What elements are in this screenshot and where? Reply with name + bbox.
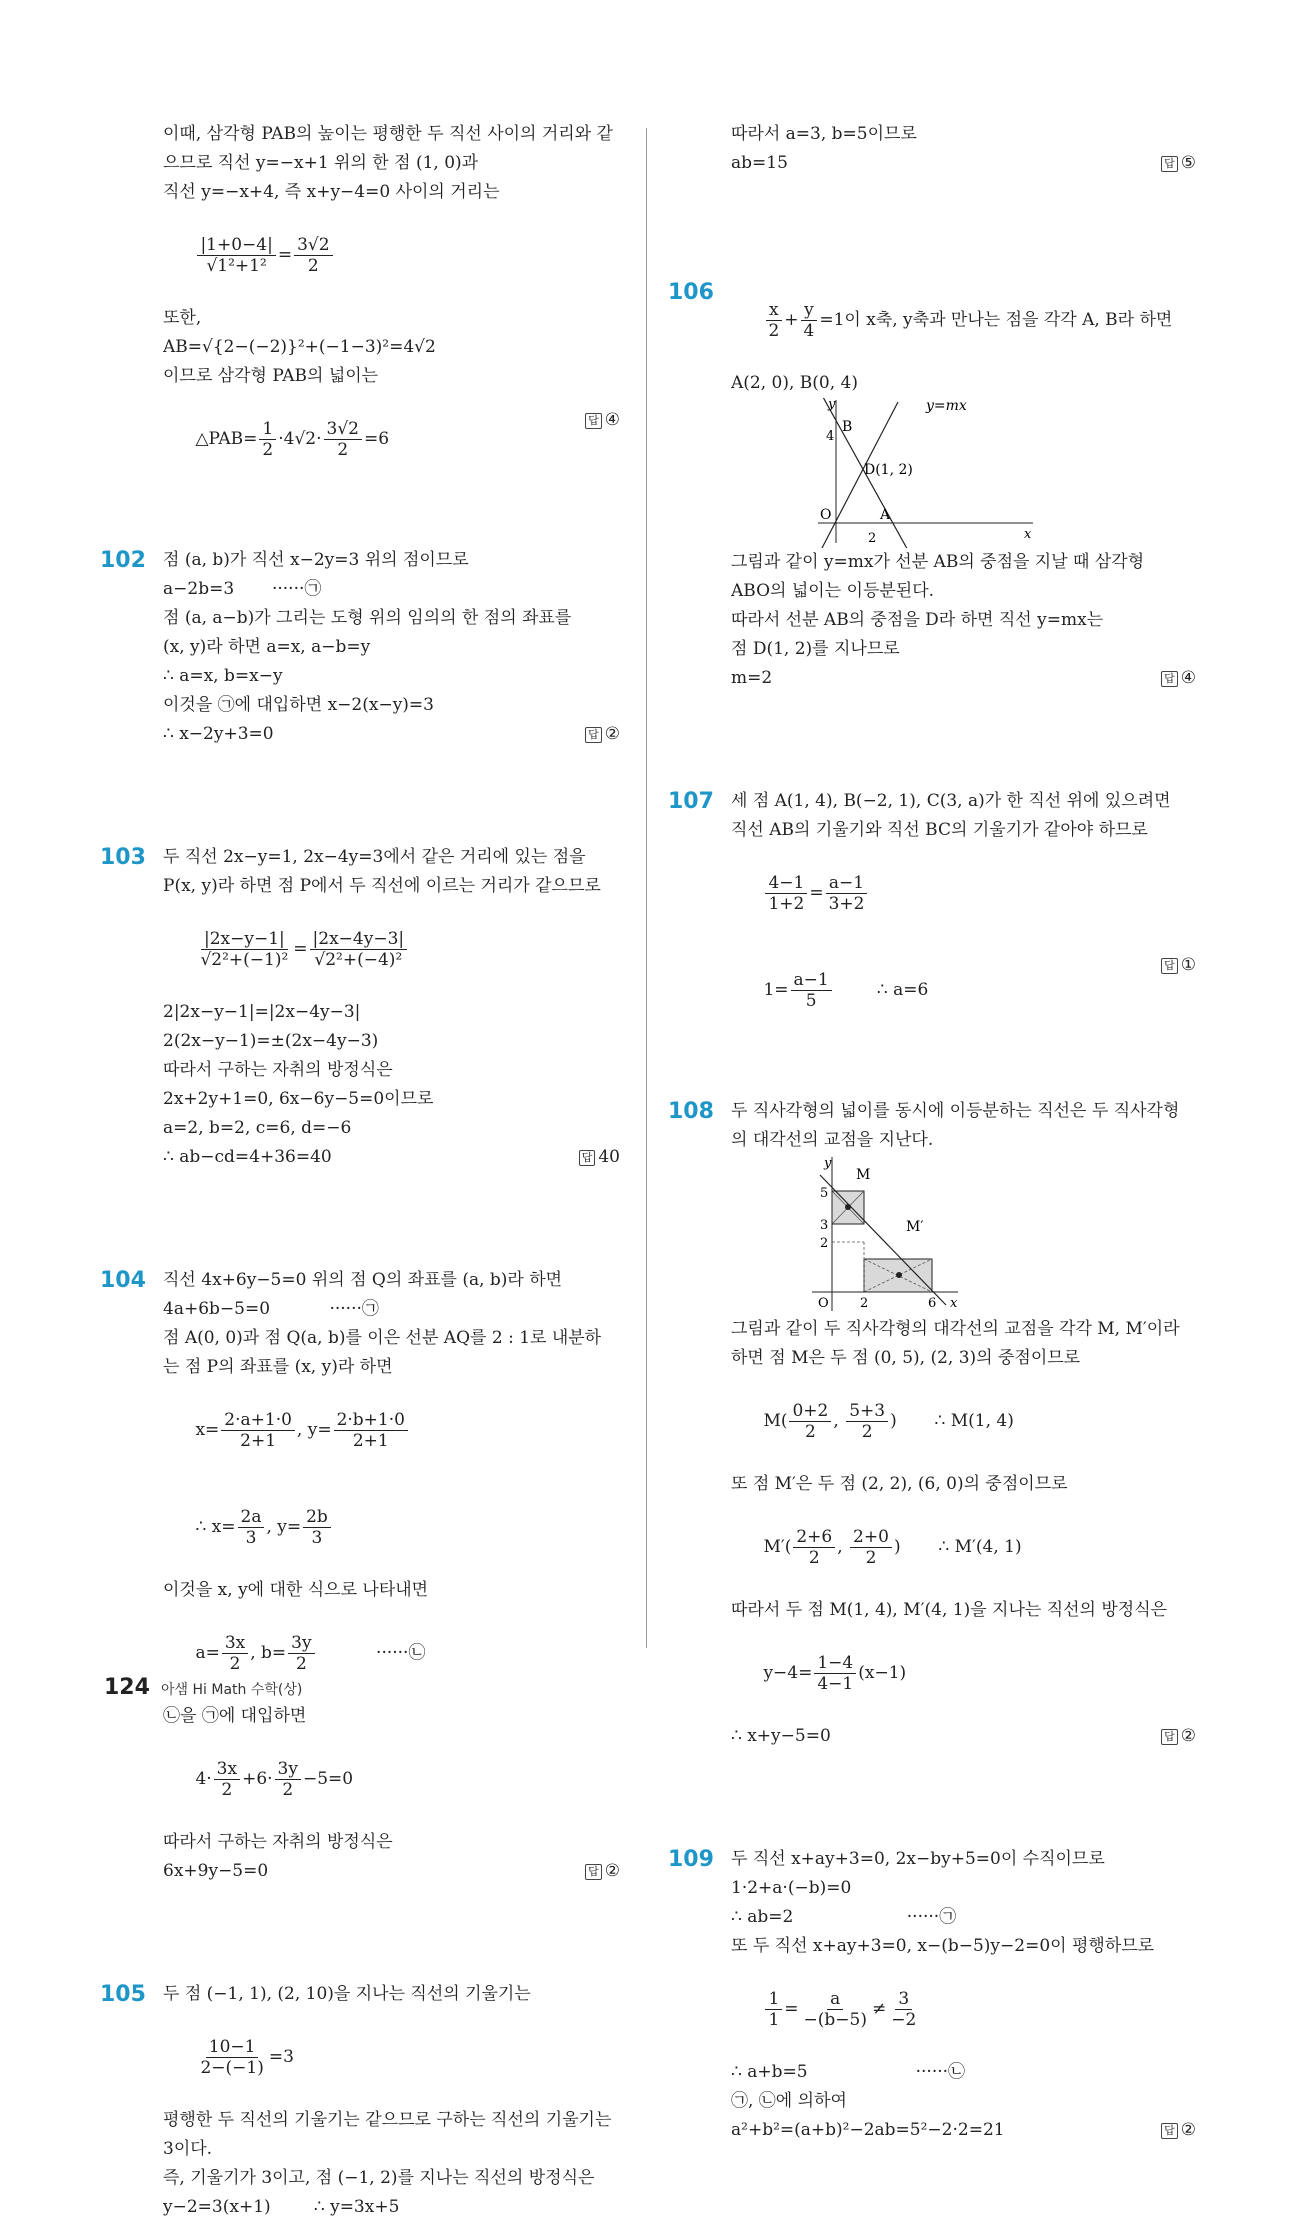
text-line: ∴ a+b=5 ······㉡ — [731, 2062, 966, 2082]
text-line: a=2, b=2, c=6, d=−6 — [163, 1118, 352, 1138]
problem-105-continued — [668, 120, 1196, 236]
text-line: 두 점 (−1, 1), (2, 10)을 지나는 직선의 기울기는 — [163, 1984, 531, 2004]
problem-105 — [100, 1980, 620, 2222]
svg-text:M′: M′ — [906, 1219, 924, 1235]
text-line: 3이다. — [163, 2139, 213, 2159]
text-line: 따라서 a=3, b=5이므로 — [731, 124, 917, 144]
svg-text:2: 2 — [820, 1236, 829, 1251]
answer-marker: 답 ⑤ — [1161, 149, 1196, 178]
text-line: A(2, 0), B(0, 4) — [731, 373, 858, 393]
problem-number: 109 — [668, 1847, 714, 1872]
answer-marker: 답 ② — [1161, 2116, 1196, 2145]
text-line: 따라서 선분 AB의 중점을 D라 하면 직선 y=mx는 — [731, 610, 1104, 630]
formula-line: $\frac{1}{1}$ = $\frac{a}{-(b-5)}$ ≠ $\frac{3}{-2}$ — [668, 1961, 1196, 2058]
formula-line: M′( $\frac{2+6}{2}$ , $\frac{2+0}{2}$ ) ∴ M′(4, 1) — [763, 1527, 1022, 1568]
text-line: 4a+6b−5=0 ······㉠ — [163, 1299, 379, 1319]
problem-108 — [668, 1097, 1196, 1809]
text-line: m=2 답 ④ — [668, 664, 1196, 751]
svg-text:3: 3 — [820, 1218, 829, 1233]
text-line: P(x, y)라 하면 점 P에서 두 직선에 이르는 거리가 같으므로 — [163, 876, 601, 896]
fraction: $\frac{3√2}{2}$ — [294, 235, 332, 276]
svg-text:A: A — [880, 507, 891, 523]
formula-line: $\frac{|1+0-4|}{\text{√1²+1²}}$ = $\frac{3√2}{2}$ — [100, 207, 620, 304]
book-title: 아샘 Hi Math 수학(상) — [161, 1682, 303, 1698]
svg-text:6: 6 — [928, 1296, 937, 1311]
formula-line: x= $\frac{2\cdot a+1\cdot 0}{2+1}$ , y= $\frac{2\cdot b+1\cdot 0}{2+1}$ — [100, 1382, 620, 1479]
fraction: $\frac{|1+0-4|}{\text{√1²+1²}}$ — [197, 235, 275, 276]
right-column — [668, 120, 1196, 2203]
answer-marker: 답 ① — [1161, 954, 1196, 976]
problem-number: 107 — [668, 789, 714, 814]
formula-line: $\frac{4-1}{1+2}$ = $\frac{a-1}{3+2}$ — [668, 845, 1196, 942]
answer-marker: 답 ④ — [585, 409, 620, 431]
text-line: 의 대각선의 교점을 지난다. — [731, 1130, 934, 1150]
text-line: 직선 AB의 기울기와 직선 BC의 기울기가 같아야 하므로 — [731, 820, 1148, 840]
svg-text:y: y — [824, 1156, 832, 1171]
problem-106 — [668, 272, 1196, 751]
formula-line: y−4= $\frac{1-4}{4-1}$ (x−1) — [763, 1653, 907, 1694]
text-line: 평행한 두 직선의 기울기는 같으므로 구하는 직선의 기울기는 — [163, 2110, 612, 2130]
answer-marker: 답 ② — [585, 720, 620, 749]
svg-text:2: 2 — [860, 1296, 869, 1311]
text-line: 6x+9y−5=0 답 ② — [100, 1857, 620, 1944]
text-line: 또 두 직선 x+ay+3=0, x−(b−5)y−2=0이 평행하므로 — [731, 1936, 1155, 1956]
text-line: 2(2x−y−1)=±(2x−4y−3) — [163, 1031, 379, 1051]
formula-line: 1= $\frac{a-1}{5}$ ∴ a=6 답 ① — [763, 955, 1196, 1011]
text-line: 따라서 구하는 자취의 방정식은 — [163, 1060, 393, 1080]
column-divider — [646, 128, 647, 1648]
rectangles-figure — [668, 1155, 1196, 1315]
text-line: 하면 점 M은 두 점 (0, 5), (2, 3)의 중점이므로 — [731, 1348, 1081, 1368]
problem-101-continued — [100, 120, 620, 510]
text-line: a²+b²=(a+b)²−2ab=5²−2·2=21 답 ② — [668, 2116, 1196, 2203]
problem-number: 105 — [100, 1982, 146, 2007]
svg-text:5: 5 — [820, 1186, 829, 1201]
problem-number: 102 — [100, 548, 146, 573]
svg-text:x: x — [1024, 527, 1032, 542]
text-line: ∴ x−2y+3=0 답 ② — [100, 720, 620, 807]
text-line: 즉, 기울기가 3이고, 점 (−1, 2)를 지나는 직선의 방정식은 — [163, 2168, 595, 2188]
problem-109 — [668, 1845, 1196, 2203]
text-line: 2|2x−y−1|=|2x−4y−3| — [163, 1002, 361, 1022]
svg-text:4: 4 — [826, 429, 835, 444]
text-line: 2x+2y+1=0, 6x−6y−5=0이므로 — [163, 1089, 434, 1109]
formula-line: ∴ x= $\frac{2a}{3}$ , y= $\frac{2b}{3}$ — [100, 1479, 620, 1576]
formula-line: M( $\frac{0+2}{2}$ , $\frac{5+3}{2}$ ) ∴ M(1, 4) — [763, 1401, 1014, 1442]
text-line: 는 점 P의 좌표를 (x, y)라 하면 — [163, 1357, 393, 1377]
text-line: y−2=3(x+1) ∴ y=3x+5 — [163, 2197, 400, 2217]
page-footer — [104, 1675, 302, 1700]
svg-text:y: y — [828, 398, 836, 412]
answer-marker: 답 ② — [585, 1857, 620, 1886]
svg-text:O: O — [818, 1296, 829, 1311]
svg-text:B: B — [842, 419, 853, 435]
text-line: 따라서 구하는 자취의 방정식은 — [163, 1832, 393, 1852]
text-line: 이때, 삼각형 PAB의 높이는 평행한 두 직선 사이의 거리와 같 — [163, 124, 613, 144]
text-line: ab=15 답 ⑤ — [668, 149, 1196, 236]
text-line: (x, y)라 하면 a=x, a−b=y — [163, 637, 371, 657]
text-line: 점 D(1, 2)를 지나므로 — [731, 639, 900, 659]
text-line: 두 직선 2x−y=1, 2x−4y=3에서 같은 거리에 있는 점을 — [163, 847, 586, 867]
text-line: ∴ x+y−5=0 답 ② — [668, 1722, 1196, 1809]
figure-108 — [668, 1155, 1196, 1315]
text-line: 이것을 x, y에 대한 식으로 나타내면 — [163, 1580, 429, 1600]
text-line: 따라서 두 점 M(1, 4), M′(4, 1)을 지나는 직선의 방정식은 — [731, 1600, 1168, 1620]
text-line: ∴ ab=2 ······㉠ — [731, 1907, 957, 1927]
text-line: 점 A(0, 0)과 점 Q(a, b)를 이은 선분 AQ를 2 : 1로 내분하 — [163, 1328, 602, 1348]
text-line: 두 직사각형의 넓이를 동시에 이등분하는 직선은 두 직사각형 — [731, 1101, 1180, 1121]
text-line: ABO의 넓이는 이등분된다. — [731, 581, 935, 601]
svg-text:y=mx: y=mx — [926, 398, 967, 414]
text-line: a−2b=3 ······㉠ — [163, 579, 322, 599]
text-line: 세 점 A(1, 4), B(−2, 1), C(3, a)가 한 직선 위에 있으려면 — [731, 791, 1171, 811]
text-line: 직선 y=−x+4, 즉 x+y−4=0 사이의 거리는 — [163, 182, 500, 202]
text-line: 으므로 직선 y=−x+1 위의 한 점 (1, 0)과 — [163, 153, 479, 173]
text-line: 이므로 삼각형 PAB의 넓이는 — [163, 366, 379, 386]
formula-line: 4· $\frac{3x}{2}$ +6· $\frac{3y}{2}$ −5=0 — [195, 1759, 354, 1800]
text-line: 1·2+a·(−b)=0 — [731, 1878, 852, 1898]
svg-text:D(1, 2): D(1, 2) — [864, 462, 913, 478]
answer-marker: 답 ④ — [1161, 664, 1196, 693]
text-line: 직선 4x+6y−5=0 위의 점 Q의 좌표를 (a, b)라 하면 — [163, 1270, 563, 1290]
page-number: 124 — [104, 1675, 150, 1700]
svg-text:x: x — [950, 1296, 958, 1311]
text-line: ∴ ab−cd=4+36=40 답 40 — [100, 1143, 620, 1230]
problem-number: 104 — [100, 1268, 146, 1293]
text-line: 또 점 M′은 두 점 (2, 2), (6, 0)의 중점이므로 — [731, 1474, 1068, 1494]
problem-number: 108 — [668, 1099, 714, 1124]
answer-marker: 답 ② — [1161, 1722, 1196, 1751]
problem-104 — [100, 1266, 620, 1944]
svg-text:2: 2 — [868, 531, 877, 546]
formula-line: △PAB= $\frac{1}{2}$ ·4√2· $\frac{3√2}{2}$ =6 답 ④ — [195, 410, 620, 460]
text-line: ㉡을 ㉠에 대입하면 — [163, 1706, 307, 1726]
svg-text:M: M — [856, 1167, 871, 1183]
text-line: 이것을 ㉠에 대입하면 x−2(x−y)=3 — [163, 695, 434, 715]
formula-line: $\frac{10-1}{2-(-1)}$ =3 — [200, 2037, 294, 2078]
problem-107 — [668, 787, 1196, 1061]
text-line: 그림과 같이 두 직사각형의 대각선의 교점을 각각 M, M′이라 — [731, 1319, 1180, 1339]
text-line: ∴ a=x, b=x−y — [163, 666, 283, 686]
text-line: 점 (a, b)가 직선 x−2y=3 위의 점이므로 — [163, 550, 469, 570]
text-line: 그림과 같이 y=mx가 선분 AB의 중점을 지날 때 삼각형 — [731, 552, 1145, 572]
formula-line: a= $\frac{3x}{2}$ , b= $\frac{3y}{2}$ ······㉡ — [195, 1633, 426, 1674]
svg-text:O: O — [820, 507, 832, 523]
text-line: ㉠, ㉡에 의하여 — [731, 2091, 847, 2111]
problem-102 — [100, 546, 620, 807]
problem-number: 103 — [100, 845, 146, 870]
text-line: 또한, — [163, 308, 202, 328]
text-line: 두 직선 x+ay+3=0, 2x−by+5=0이 수직이므로 — [731, 1849, 1105, 1869]
answer-marker: 답 40 — [579, 1143, 620, 1172]
text-line: 점 (a, a−b)가 그리는 도형 위의 임의의 한 점의 좌표를 — [163, 608, 572, 628]
problem-number: 106 — [668, 280, 714, 305]
problem-103 — [100, 843, 620, 1230]
formula-line: $\frac{|2x-y-1|}{\text{√2²+(−1)²}}$ = $\frac{|2x-4y-3|}{\text{√2²+(−4)²}}$ — [100, 901, 620, 998]
figure-106 — [668, 398, 1196, 548]
text-line: AB=√{2−(−2)}²+(−1−3)²=4√2 — [163, 337, 436, 357]
formula-line: $\frac{x}{2}$ + $\frac{y}{4}$ =1이 x축, y축과 만나는 점을 각각 A, B라 하면 — [668, 272, 1196, 369]
line-graph-figure — [668, 398, 1196, 548]
left-column — [100, 120, 620, 2222]
